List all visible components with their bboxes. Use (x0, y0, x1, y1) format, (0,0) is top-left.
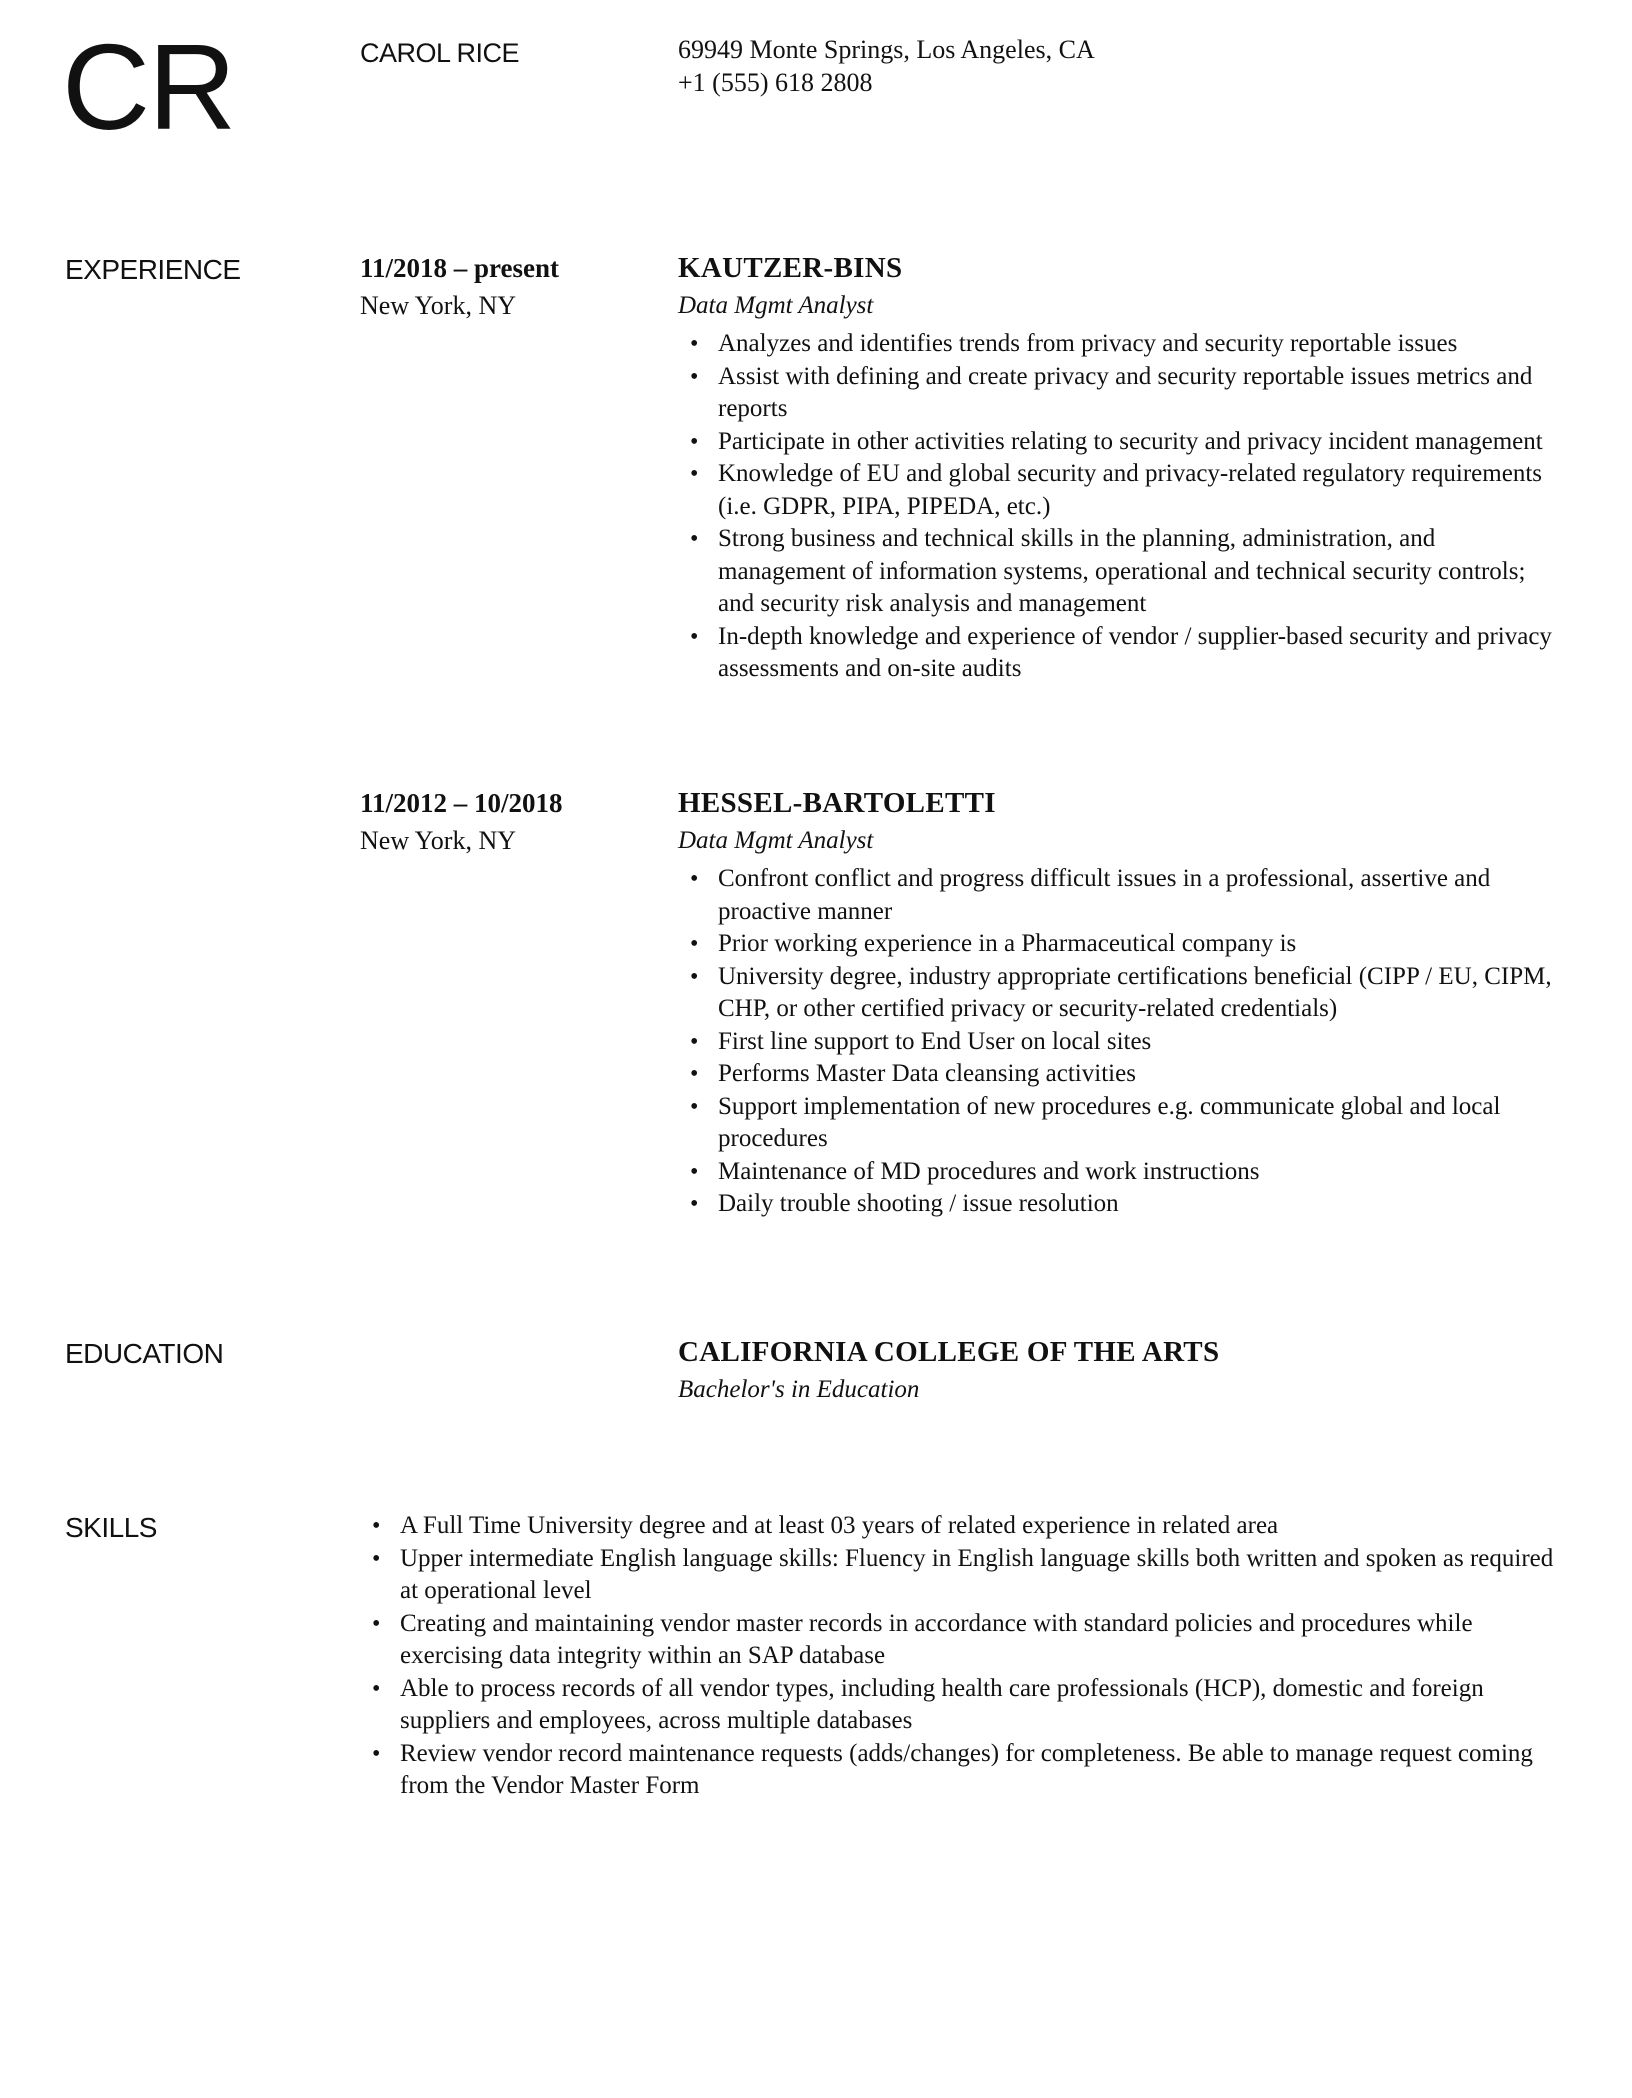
job-bullets (678, 328, 1558, 686)
company-name: KAUTZER-BINS (678, 252, 903, 284)
degree: Bachelor's in Education (678, 1376, 920, 1403)
initials-monogram: CR (62, 19, 235, 155)
candidate-name: CAROL RICE (360, 38, 520, 68)
list-item: • Daily trouble shooting / issue resolution (678, 1188, 1558, 1221)
list-item: • University degree, industry appropriate certifications beneficial (CIPP / EU, CIPM, CHP, or other certified privacy or security-related credentials) (678, 961, 1558, 1026)
education-entry (678, 1336, 1219, 1406)
job-meta (360, 787, 563, 857)
list-item: • First line support to End User on local sites (678, 1026, 1558, 1059)
skills-bullets (360, 1510, 1560, 1803)
list-item: • Analyzes and identifies trends from privacy and security reportable issues (678, 328, 1558, 361)
list-item: • Assist with defining and create privacy and security reportable issues metrics and reports (678, 361, 1558, 426)
skills-list (360, 1510, 1560, 1803)
job-bullets (678, 863, 1558, 1221)
list-item: • A Full Time University degree and at least 03 years of related experience in related area (360, 1510, 1560, 1543)
job-dates: 11/2012 – 10/2018 (360, 788, 563, 818)
list-item: • Support implementation of new procedures e.g. communicate global and local procedures (678, 1091, 1558, 1156)
list-item: • Creating and maintaining vendor master records in accordance with standard policies and procedures while exercising data integrity within an SAP database (360, 1608, 1560, 1673)
list-item: • Review vendor record maintenance requests (adds/changes) for completeness. Be able to manage request coming from the Vendor Master Form (360, 1738, 1560, 1803)
list-item: • Able to process records of all vendor types, including health care professionals (HCP), domestic and foreign suppliers and employees, across multiple databases (360, 1673, 1560, 1738)
section-label-skills: SKILLS (65, 1512, 157, 1543)
list-item: • Prior working experience in a Pharmaceutical company is (678, 928, 1558, 961)
job-location: New York, NY (360, 826, 517, 855)
contact-info (678, 33, 1095, 99)
list-item: • Strong business and technical skills in the planning, administration, and management of information systems, operational and technical security controls; and security risk analysis and management (678, 523, 1558, 621)
job-meta (360, 252, 559, 322)
list-item: • Participate in other activities relating to security and privacy incident management (678, 426, 1558, 459)
list-item: • Upper intermediate English language skills: Fluency in English language skills both written and spoken as required at operational level (360, 1543, 1560, 1608)
address: 69949 Monte Springs, Los Angeles, CA (678, 35, 1095, 64)
job-dates: 11/2018 – present (360, 253, 560, 283)
job-title: Data Mgmt Analyst (678, 827, 874, 854)
company-name: HESSEL-BARTOLETTI (678, 787, 996, 819)
list-item: • Maintenance of MD procedures and work instructions (678, 1156, 1558, 1189)
job-location: New York, NY (360, 291, 517, 320)
list-item: • Knowledge of EU and global security and privacy-related regulatory requirements (i.e. GDPR, PIPA, PIPEDA, etc.) (678, 458, 1558, 523)
job-entry (678, 787, 1558, 1221)
job-title: Data Mgmt Analyst (678, 292, 874, 319)
list-item: • Confront conflict and progress difficult issues in a professional, assertive and proactive manner (678, 863, 1558, 928)
section-label-experience: EXPERIENCE (65, 254, 241, 285)
job-entry (678, 252, 1558, 686)
school-name: CALIFORNIA COLLEGE OF THE ARTS (678, 1336, 1220, 1368)
phone: +1 (555) 618 2808 (678, 68, 873, 97)
section-label-education: EDUCATION (65, 1338, 224, 1369)
list-item: • In-depth knowledge and experience of vendor / supplier-based security and privacy assessments and on-site audits (678, 621, 1558, 686)
list-item: • Performs Master Data cleansing activities (678, 1058, 1558, 1091)
